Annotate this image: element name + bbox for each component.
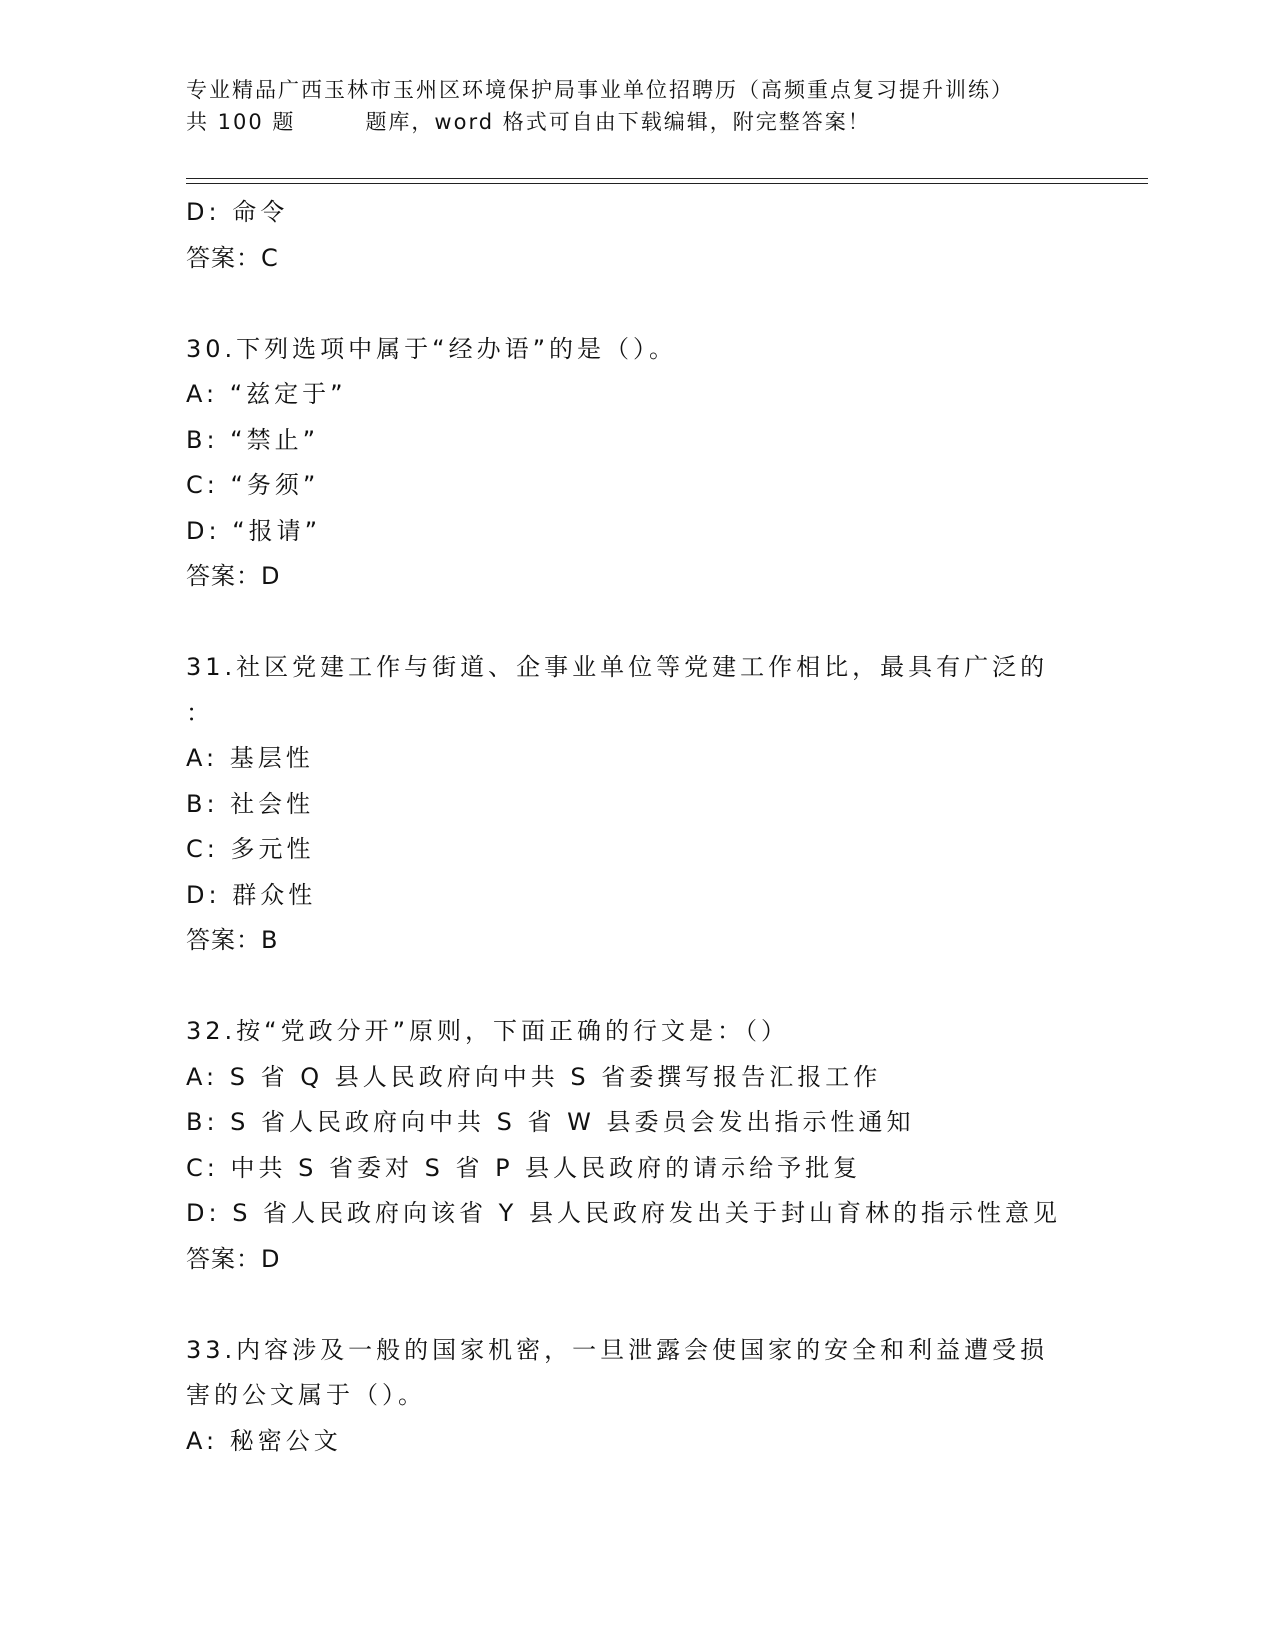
header-title: 专业精品广西玉林市玉州区环境保护局事业单位招聘历（高频重点复习提升训练）	[186, 78, 1014, 102]
question-stem: 32.按“党政分开”原则，下面正确的行文是：（）	[186, 1017, 790, 1045]
question-stem-continued: 害的公文属于（）。	[186, 1381, 426, 1409]
question-stem-continued: ：	[186, 698, 210, 727]
option-a: A: S 省 Q 县人民政府向中共 S 省委撰写报告汇报工作	[186, 1062, 882, 1091]
option-d: D: 群众性	[186, 880, 317, 909]
question-list	[186, 190, 1086, 1464]
option-b: B: S 省人民政府向中共 S 省 W 县委员会发出指示性通知	[186, 1108, 915, 1136]
answer: 答案：D	[186, 562, 281, 590]
option-a: A: 秘密公文	[186, 1426, 342, 1455]
option-d: D: “报请”	[186, 516, 322, 545]
spacer	[186, 600, 1086, 646]
question-29-tail	[186, 190, 1086, 281]
option-d: D: 命令	[186, 198, 289, 226]
download-note: 题库，word 格式可自由下载编辑，附完整答案！	[365, 110, 871, 134]
header-subtitle	[186, 106, 1086, 138]
answer: 答案：D	[186, 1244, 281, 1273]
spacer	[186, 281, 1086, 327]
option-a: A: “兹定于”	[186, 380, 347, 408]
option-b: B: 社会性	[186, 789, 315, 818]
question-32	[186, 1009, 1086, 1282]
option-c: C: 多元性	[186, 835, 315, 863]
question-stem: 33.内容涉及一般的国家机密，一旦泄露会使国家的安全和利益遭受损	[186, 1335, 1049, 1364]
question-count: 共 100 题	[186, 110, 296, 134]
question-stem: 30.下列选项中属于“经办语”的是（）。	[186, 334, 678, 363]
question-33	[186, 1328, 1086, 1465]
header-rule-bottom	[186, 183, 1148, 184]
option-b: B: “禁止”	[186, 425, 320, 454]
answer: 答案：B	[186, 926, 279, 954]
header-rule-top	[186, 178, 1148, 179]
option-c: C: “务须”	[186, 471, 320, 499]
question-stem: 31.社区党建工作与街道、企事业单位等党建工作相比，最具有广泛的	[186, 653, 1049, 681]
spacer	[186, 964, 1086, 1010]
option-d: D: S 省人民政府向该省 Y 县人民政府发出关于封山育林的指示性意见	[186, 1199, 1061, 1227]
spacer	[186, 1282, 1086, 1328]
option-c: C: 中共 S 省委对 S 省 P 县人民政府的请示给予批复	[186, 1153, 862, 1182]
question-30	[186, 327, 1086, 600]
answer: 答案：C	[186, 243, 279, 272]
page-header	[186, 74, 1086, 138]
option-a: A: 基层性	[186, 744, 314, 772]
question-31	[186, 645, 1086, 964]
